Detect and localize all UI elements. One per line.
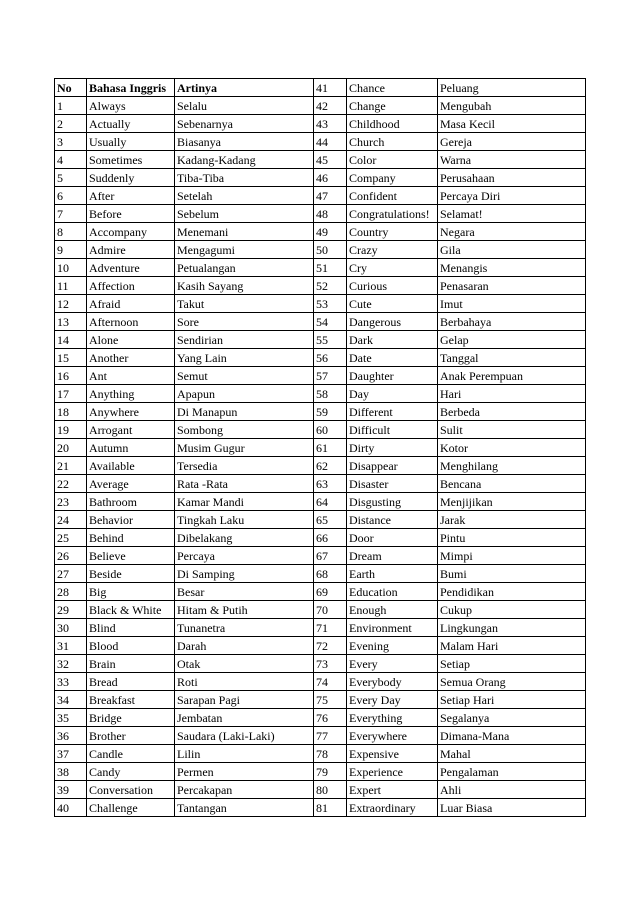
header-no: No	[55, 79, 87, 97]
table-row	[55, 475, 586, 493]
cell-meaning-right: Warna	[438, 151, 586, 169]
cell-no-right: 54	[314, 313, 347, 331]
cell-meaning-right: Menangis	[438, 259, 586, 277]
cell-meaning: Saudara (Laki-Laki)	[175, 727, 314, 745]
cell-meaning-right: Anak Perempuan	[438, 367, 586, 385]
table-row	[55, 331, 586, 349]
cell-meaning: Sendirian	[175, 331, 314, 349]
cell-no: 16	[55, 367, 87, 385]
cell-english: Candle	[87, 745, 175, 763]
table-row	[55, 691, 586, 709]
header-no-right: 41	[314, 79, 347, 97]
cell-no-right: 77	[314, 727, 347, 745]
cell-english: Blind	[87, 619, 175, 637]
cell-english-right: Disgusting	[347, 493, 438, 511]
header-meaning: Artinya	[175, 79, 314, 97]
cell-meaning: Lilin	[175, 745, 314, 763]
cell-no-right: 42	[314, 97, 347, 115]
cell-meaning: Di Manapun	[175, 403, 314, 421]
cell-meaning-right: Masa Kecil	[438, 115, 586, 133]
cell-english: Average	[87, 475, 175, 493]
cell-meaning: Menemani	[175, 223, 314, 241]
cell-meaning-right: Pintu	[438, 529, 586, 547]
cell-english-right: Country	[347, 223, 438, 241]
cell-no-right: 66	[314, 529, 347, 547]
cell-english-right: Disaster	[347, 475, 438, 493]
cell-no: 39	[55, 781, 87, 799]
cell-meaning-right: Percaya Diri	[438, 187, 586, 205]
cell-no-right: 76	[314, 709, 347, 727]
cell-meaning-right: Mimpi	[438, 547, 586, 565]
cell-english: Ant	[87, 367, 175, 385]
cell-meaning: Selalu	[175, 97, 314, 115]
cell-meaning: Sore	[175, 313, 314, 331]
cell-no: 28	[55, 583, 87, 601]
cell-no: 9	[55, 241, 87, 259]
cell-meaning: Tiba-Tiba	[175, 169, 314, 187]
cell-no-right: 81	[314, 799, 347, 817]
cell-no: 5	[55, 169, 87, 187]
table-row	[55, 421, 586, 439]
cell-no: 13	[55, 313, 87, 331]
cell-meaning-right: Gelap	[438, 331, 586, 349]
cell-english: Always	[87, 97, 175, 115]
cell-no-right: 69	[314, 583, 347, 601]
cell-meaning: Kasih Sayang	[175, 277, 314, 295]
cell-english: Conversation	[87, 781, 175, 799]
cell-english: Behind	[87, 529, 175, 547]
cell-english: Anywhere	[87, 403, 175, 421]
table-row	[55, 781, 586, 799]
cell-no: 29	[55, 601, 87, 619]
header-row	[55, 79, 586, 97]
cell-meaning-right: Bumi	[438, 565, 586, 583]
cell-english: Before	[87, 205, 175, 223]
cell-meaning-right: Perusahaan	[438, 169, 586, 187]
header-english: Bahasa Inggris	[87, 79, 175, 97]
cell-english: Sometimes	[87, 151, 175, 169]
cell-meaning-right: Negara	[438, 223, 586, 241]
header-meaning-right: Peluang	[438, 79, 586, 97]
cell-meaning: Mengagumi	[175, 241, 314, 259]
cell-meaning-right: Bencana	[438, 475, 586, 493]
cell-no: 23	[55, 493, 87, 511]
cell-meaning-right: Menghilang	[438, 457, 586, 475]
table-row	[55, 151, 586, 169]
cell-english: Adventure	[87, 259, 175, 277]
cell-meaning-right: Jarak	[438, 511, 586, 529]
cell-no-right: 51	[314, 259, 347, 277]
table-row	[55, 763, 586, 781]
table-row	[55, 565, 586, 583]
cell-english: Blood	[87, 637, 175, 655]
table-row	[55, 547, 586, 565]
cell-meaning: Tunanetra	[175, 619, 314, 637]
cell-english-right: Expert	[347, 781, 438, 799]
cell-no-right: 71	[314, 619, 347, 637]
table-row	[55, 493, 586, 511]
cell-english-right: Different	[347, 403, 438, 421]
table-row	[55, 655, 586, 673]
cell-no-right: 73	[314, 655, 347, 673]
cell-meaning: Besar	[175, 583, 314, 601]
cell-no-right: 53	[314, 295, 347, 313]
cell-english-right: Company	[347, 169, 438, 187]
cell-meaning-right: Mengubah	[438, 97, 586, 115]
cell-no-right: 60	[314, 421, 347, 439]
cell-english: Brother	[87, 727, 175, 745]
cell-english: Believe	[87, 547, 175, 565]
cell-meaning: Tersedia	[175, 457, 314, 475]
table-row	[55, 223, 586, 241]
cell-english: Challenge	[87, 799, 175, 817]
cell-no-right: 65	[314, 511, 347, 529]
cell-english: Big	[87, 583, 175, 601]
cell-english: Autumn	[87, 439, 175, 457]
cell-meaning-right: Luar Biasa	[438, 799, 586, 817]
cell-no-right: 63	[314, 475, 347, 493]
cell-english: Bridge	[87, 709, 175, 727]
cell-english: Afraid	[87, 295, 175, 313]
cell-english-right: Cute	[347, 295, 438, 313]
cell-no-right: 44	[314, 133, 347, 151]
cell-meaning: Rata -Rata	[175, 475, 314, 493]
vocabulary-table	[54, 78, 586, 817]
cell-no-right: 49	[314, 223, 347, 241]
cell-meaning-right: Pendidikan	[438, 583, 586, 601]
cell-no: 8	[55, 223, 87, 241]
cell-meaning-right: Selamat!	[438, 205, 586, 223]
cell-english-right: Education	[347, 583, 438, 601]
cell-english-right: Childhood	[347, 115, 438, 133]
table-row	[55, 277, 586, 295]
cell-english: Usually	[87, 133, 175, 151]
cell-english-right: Extraordinary	[347, 799, 438, 817]
cell-no-right: 70	[314, 601, 347, 619]
cell-no: 17	[55, 385, 87, 403]
cell-meaning: Percakapan	[175, 781, 314, 799]
cell-meaning-right: Gila	[438, 241, 586, 259]
cell-no-right: 78	[314, 745, 347, 763]
cell-english-right: Distance	[347, 511, 438, 529]
table-row	[55, 619, 586, 637]
cell-no-right: 43	[314, 115, 347, 133]
cell-english-right: Expensive	[347, 745, 438, 763]
cell-english: Actually	[87, 115, 175, 133]
cell-meaning-right: Malam Hari	[438, 637, 586, 655]
cell-meaning: Apapun	[175, 385, 314, 403]
cell-no: 26	[55, 547, 87, 565]
table-row	[55, 727, 586, 745]
cell-english-right: Dangerous	[347, 313, 438, 331]
table-row	[55, 403, 586, 421]
cell-no: 30	[55, 619, 87, 637]
cell-meaning: Petualangan	[175, 259, 314, 277]
cell-meaning-right: Penasaran	[438, 277, 586, 295]
table-row	[55, 97, 586, 115]
cell-english: Accompany	[87, 223, 175, 241]
cell-no-right: 68	[314, 565, 347, 583]
cell-meaning-right: Lingkungan	[438, 619, 586, 637]
cell-no-right: 61	[314, 439, 347, 457]
cell-english-right: Dream	[347, 547, 438, 565]
cell-no: 38	[55, 763, 87, 781]
cell-english-right: Change	[347, 97, 438, 115]
cell-meaning: Sebelum	[175, 205, 314, 223]
table-row	[55, 583, 586, 601]
cell-meaning: Sombong	[175, 421, 314, 439]
cell-meaning-right: Pengalaman	[438, 763, 586, 781]
cell-meaning: Kadang-Kadang	[175, 151, 314, 169]
cell-meaning: Di Samping	[175, 565, 314, 583]
table-row	[55, 241, 586, 259]
cell-english-right: Cry	[347, 259, 438, 277]
cell-english-right: Date	[347, 349, 438, 367]
cell-english-right: Color	[347, 151, 438, 169]
cell-no-right: 75	[314, 691, 347, 709]
cell-meaning-right: Cukup	[438, 601, 586, 619]
cell-english-right: Evening	[347, 637, 438, 655]
cell-no: 21	[55, 457, 87, 475]
cell-no: 6	[55, 187, 87, 205]
cell-no: 40	[55, 799, 87, 817]
cell-english: Affection	[87, 277, 175, 295]
cell-meaning: Biasanya	[175, 133, 314, 151]
cell-english-right: Enough	[347, 601, 438, 619]
cell-no-right: 67	[314, 547, 347, 565]
table-row	[55, 205, 586, 223]
table-row	[55, 745, 586, 763]
table-row	[55, 295, 586, 313]
cell-meaning: Yang Lain	[175, 349, 314, 367]
cell-english: Alone	[87, 331, 175, 349]
cell-meaning-right: Hari	[438, 385, 586, 403]
table-row	[55, 673, 586, 691]
cell-english: Bread	[87, 673, 175, 691]
cell-english: Arrogant	[87, 421, 175, 439]
cell-no: 36	[55, 727, 87, 745]
cell-english-right: Everything	[347, 709, 438, 727]
cell-english-right: Confident	[347, 187, 438, 205]
cell-english-right: Dirty	[347, 439, 438, 457]
cell-meaning-right: Semua Orang	[438, 673, 586, 691]
cell-no-right: 64	[314, 493, 347, 511]
cell-meaning: Semut	[175, 367, 314, 385]
cell-meaning: Roti	[175, 673, 314, 691]
cell-meaning-right: Segalanya	[438, 709, 586, 727]
table-row	[55, 367, 586, 385]
cell-no-right: 58	[314, 385, 347, 403]
header-english-right: Chance	[347, 79, 438, 97]
cell-meaning: Otak	[175, 655, 314, 673]
cell-meaning: Musim Gugur	[175, 439, 314, 457]
cell-meaning: Jembatan	[175, 709, 314, 727]
cell-meaning: Sebenarnya	[175, 115, 314, 133]
table-row	[55, 115, 586, 133]
cell-no-right: 59	[314, 403, 347, 421]
cell-no-right: 79	[314, 763, 347, 781]
cell-english-right: Crazy	[347, 241, 438, 259]
cell-english-right: Curious	[347, 277, 438, 295]
cell-no: 3	[55, 133, 87, 151]
cell-meaning: Tingkah Laku	[175, 511, 314, 529]
cell-no: 12	[55, 295, 87, 313]
cell-no: 2	[55, 115, 87, 133]
cell-english: After	[87, 187, 175, 205]
cell-meaning-right: Dimana-Mana	[438, 727, 586, 745]
cell-meaning: Takut	[175, 295, 314, 313]
cell-no: 34	[55, 691, 87, 709]
cell-english-right: Difficult	[347, 421, 438, 439]
cell-no-right: 57	[314, 367, 347, 385]
cell-english-right: Day	[347, 385, 438, 403]
table-row	[55, 133, 586, 151]
cell-english: Black & White	[87, 601, 175, 619]
table-row	[55, 457, 586, 475]
cell-meaning-right: Setiap Hari	[438, 691, 586, 709]
cell-no: 7	[55, 205, 87, 223]
cell-english-right: Dark	[347, 331, 438, 349]
cell-no-right: 47	[314, 187, 347, 205]
cell-no: 22	[55, 475, 87, 493]
table-row	[55, 709, 586, 727]
cell-meaning-right: Setiap	[438, 655, 586, 673]
cell-english-right: Everybody	[347, 673, 438, 691]
cell-meaning-right: Tanggal	[438, 349, 586, 367]
cell-english: Brain	[87, 655, 175, 673]
cell-meaning-right: Mahal	[438, 745, 586, 763]
cell-meaning-right: Menjijikan	[438, 493, 586, 511]
cell-meaning: Darah	[175, 637, 314, 655]
cell-english-right: Church	[347, 133, 438, 151]
cell-english: Afternoon	[87, 313, 175, 331]
cell-english-right: Environment	[347, 619, 438, 637]
cell-no: 1	[55, 97, 87, 115]
cell-no: 19	[55, 421, 87, 439]
cell-english: Available	[87, 457, 175, 475]
cell-english-right: Daughter	[347, 367, 438, 385]
cell-meaning-right: Ahli	[438, 781, 586, 799]
cell-english-right: Every Day	[347, 691, 438, 709]
table-row	[55, 601, 586, 619]
cell-no: 32	[55, 655, 87, 673]
cell-no: 33	[55, 673, 87, 691]
cell-english-right: Every	[347, 655, 438, 673]
cell-english: Candy	[87, 763, 175, 781]
cell-no: 25	[55, 529, 87, 547]
cell-meaning-right: Gereja	[438, 133, 586, 151]
cell-meaning: Sarapan Pagi	[175, 691, 314, 709]
cell-meaning: Permen	[175, 763, 314, 781]
table-row	[55, 259, 586, 277]
cell-no-right: 72	[314, 637, 347, 655]
table-row	[55, 511, 586, 529]
cell-meaning-right: Kotor	[438, 439, 586, 457]
cell-english: Bathroom	[87, 493, 175, 511]
cell-english: Breakfast	[87, 691, 175, 709]
cell-no: 37	[55, 745, 87, 763]
table-row	[55, 439, 586, 457]
cell-english-right: Everywhere	[347, 727, 438, 745]
cell-meaning-right: Imut	[438, 295, 586, 313]
cell-english: Beside	[87, 565, 175, 583]
cell-meaning: Kamar Mandi	[175, 493, 314, 511]
cell-no-right: 80	[314, 781, 347, 799]
cell-no-right: 50	[314, 241, 347, 259]
cell-english-right: Congratulations!	[347, 205, 438, 223]
cell-english-right: Earth	[347, 565, 438, 583]
cell-meaning: Percaya	[175, 547, 314, 565]
cell-english-right: Door	[347, 529, 438, 547]
cell-no: 15	[55, 349, 87, 367]
cell-no: 24	[55, 511, 87, 529]
cell-english: Suddenly	[87, 169, 175, 187]
cell-no-right: 62	[314, 457, 347, 475]
cell-english-right: Disappear	[347, 457, 438, 475]
table-body	[55, 97, 586, 817]
cell-english: Another	[87, 349, 175, 367]
cell-meaning: Tantangan	[175, 799, 314, 817]
cell-no-right: 56	[314, 349, 347, 367]
cell-no-right: 46	[314, 169, 347, 187]
cell-no-right: 55	[314, 331, 347, 349]
table-row	[55, 313, 586, 331]
cell-meaning: Dibelakang	[175, 529, 314, 547]
cell-meaning: Setelah	[175, 187, 314, 205]
cell-no: 11	[55, 277, 87, 295]
table-row	[55, 349, 586, 367]
table-row	[55, 529, 586, 547]
cell-english-right: Experience	[347, 763, 438, 781]
cell-no: 31	[55, 637, 87, 655]
cell-english: Behavior	[87, 511, 175, 529]
cell-no: 35	[55, 709, 87, 727]
table-row	[55, 169, 586, 187]
cell-meaning-right: Sulit	[438, 421, 586, 439]
cell-no-right: 52	[314, 277, 347, 295]
cell-meaning-right: Berbeda	[438, 403, 586, 421]
cell-no-right: 74	[314, 673, 347, 691]
cell-no: 20	[55, 439, 87, 457]
cell-english: Admire	[87, 241, 175, 259]
cell-meaning-right: Berbahaya	[438, 313, 586, 331]
cell-no-right: 48	[314, 205, 347, 223]
table-row	[55, 799, 586, 817]
cell-no: 14	[55, 331, 87, 349]
cell-no: 10	[55, 259, 87, 277]
table-row	[55, 637, 586, 655]
table-row	[55, 385, 586, 403]
cell-no: 18	[55, 403, 87, 421]
cell-english: Anything	[87, 385, 175, 403]
cell-no: 27	[55, 565, 87, 583]
cell-meaning: Hitam & Putih	[175, 601, 314, 619]
table-row	[55, 187, 586, 205]
cell-no: 4	[55, 151, 87, 169]
cell-no-right: 45	[314, 151, 347, 169]
